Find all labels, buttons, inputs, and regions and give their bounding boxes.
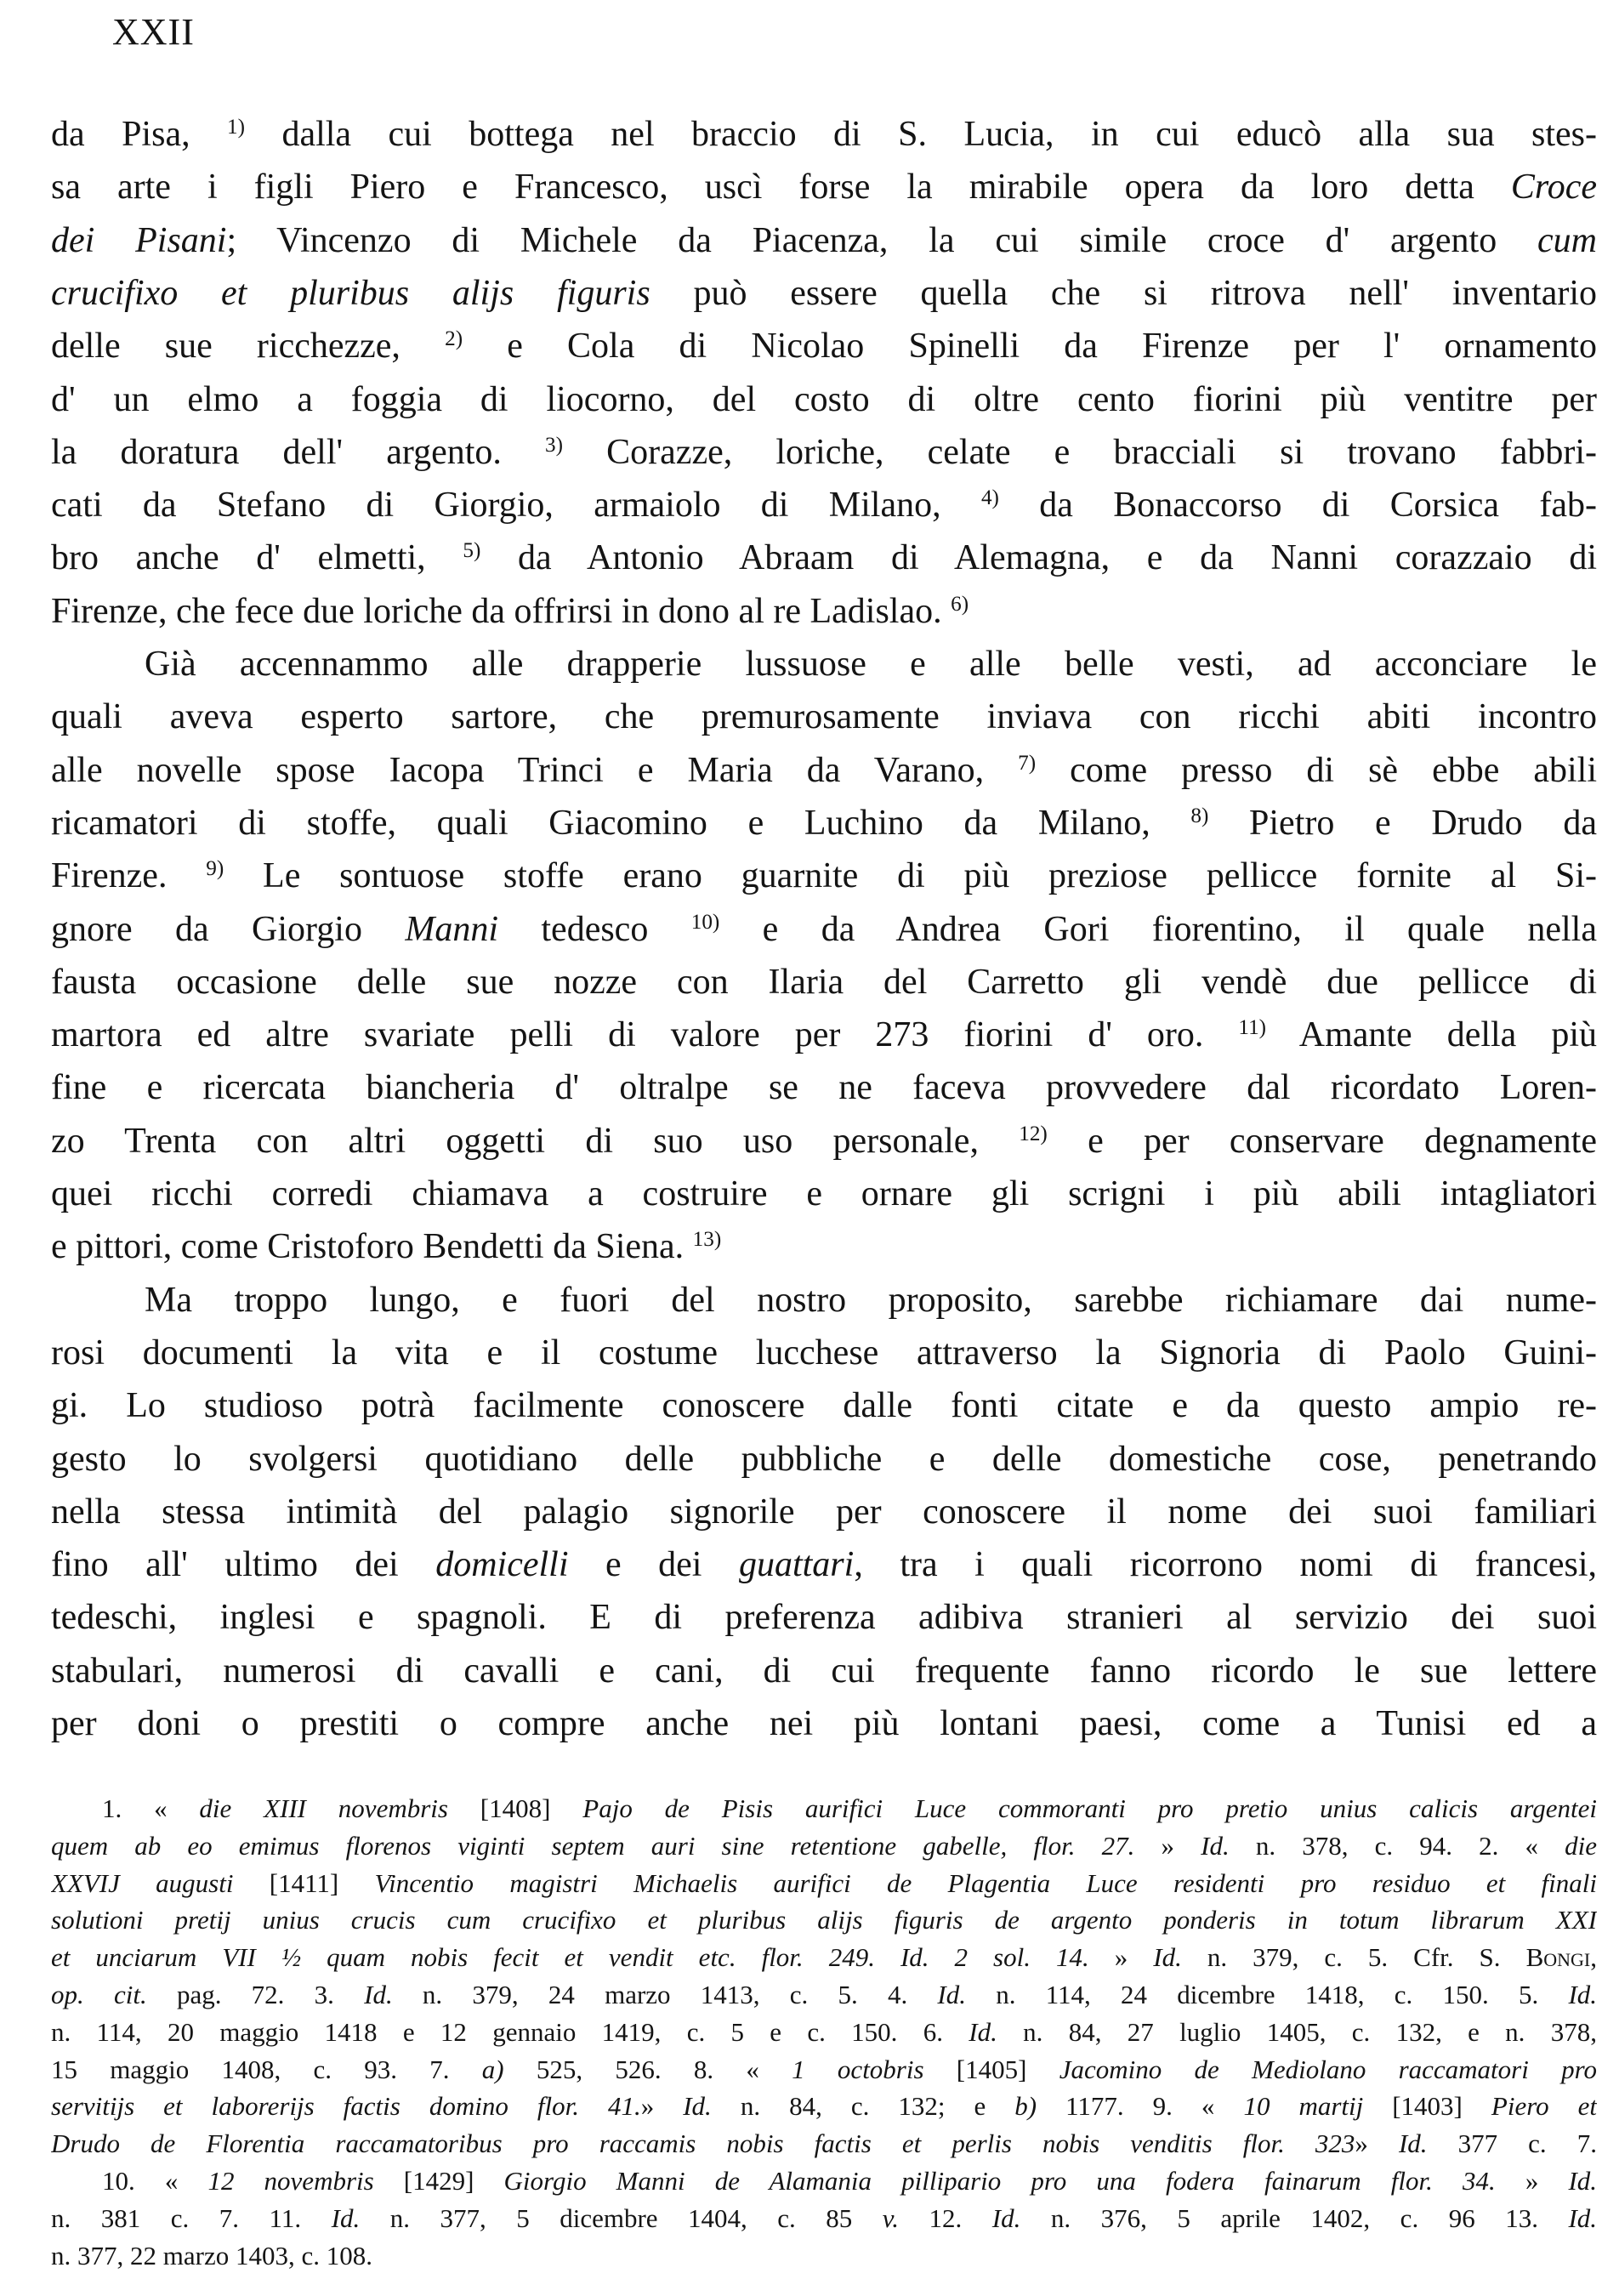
italic-run: dei Pisani (51, 220, 227, 260)
text-run: 377 c. 7. (1427, 2128, 1597, 2159)
italic-run: servitijs et laborerijs factis domino flor. 41. (51, 2091, 641, 2122)
footnote-line (51, 1790, 1597, 1827)
text-run: Pietro e Drudo da (1208, 803, 1597, 843)
footnote-ref: 13) (692, 1228, 722, 1252)
text-line (51, 1539, 1597, 1590)
text-line (51, 586, 1597, 637)
italic-run: Manni (405, 909, 498, 949)
text-run: fine e ricercata biancheria d' oltralpe se ne faceva provvedere dal ricordato Loren- (51, 1068, 1597, 1108)
text-run: fino all' ultimo dei (51, 1545, 436, 1585)
footnote-line (51, 1939, 1597, 1976)
text-run: [1411] (233, 1867, 375, 1898)
text-run: e pittori, come Cristoforo Bendetti da Siena. (51, 1227, 693, 1267)
italic-run: v. (882, 2202, 900, 2233)
italic-run: b) (1014, 2091, 1037, 2122)
italic-run: 1 octobris (792, 2054, 924, 2084)
footnote-line (51, 2237, 1597, 2275)
text-run: gesto lo svolgersi quotidiano delle pubbliche e delle domestiche cose, penetrando (51, 1439, 1597, 1479)
text-run: e da Andrea Gori fiorentino, il quale nella (719, 909, 1597, 949)
text-run: n. 381 c. 7. 11. (51, 2202, 332, 2233)
text-run: » (1355, 2128, 1399, 2159)
text-run: delle sue ricchezze, (51, 327, 446, 367)
text-run: può essere quella che si ritrova nell' inventario (650, 273, 1597, 313)
italic-run: Id. (1568, 1980, 1597, 2009)
footnote-line (51, 2125, 1597, 2162)
italic-run: die XIII novembris (199, 1793, 448, 1823)
text-line (51, 957, 1597, 1008)
footnote-ref: 5) (463, 539, 481, 563)
text-run: rosi documenti la vita e il costume lucchese attraverso la Signoria di Paolo Guini- (51, 1333, 1597, 1372)
text-run: 15 maggio 1408, c. 93. 7. (51, 2054, 482, 2084)
text-run: da Bonaccorso di Corsica fab- (998, 486, 1597, 526)
footnote-ref: 3) (545, 433, 564, 457)
text-run: Ma troppo lungo, e fuori del nostro proposito, sarebbe richiamare dai nume- (145, 1280, 1597, 1320)
text-line (51, 798, 1597, 849)
italic-run: Id. (1568, 2202, 1597, 2233)
italic-run: Id. (1201, 1830, 1230, 1861)
text-run: pag. 72. 3. (146, 1980, 365, 2009)
italic-run: Drudo de Florentia raccamatoribus pro raccamis nobis factis et perlis nobis venditis flor. 323 (51, 2128, 1355, 2159)
footnote-ref: 11) (1238, 1016, 1267, 1040)
italic-run: die (1565, 1830, 1597, 1861)
text-run: 12. (899, 2202, 992, 2233)
text-run: n. 379, c. 5. Cfr. S. (1181, 1942, 1526, 1973)
footnote-ref: 2) (445, 327, 463, 351)
text-run: da Antonio Abraam di Alemagna, e da Nanni corazzaio di (480, 538, 1597, 578)
footnote-line (51, 2162, 1597, 2200)
italic-run: Id. (937, 1980, 966, 2009)
text-run: e Cola di Nicolao Spinelli da Firenze per l' ornamento (463, 327, 1597, 367)
text-run: 10. « (102, 2166, 208, 2196)
text-run: zo Trenta con altri oggetti di suo uso personale, (51, 1121, 1020, 1161)
text-run: e dei (568, 1545, 739, 1585)
page-number: XXII (112, 11, 195, 53)
text-run: 1177. 9. « (1037, 2091, 1244, 2122)
italic-run: cum (1537, 220, 1597, 260)
text-line (51, 268, 1597, 319)
text-run: , tra i quali ricorrono nomi di francesi, (854, 1545, 1597, 1585)
text-run: quei ricchi corredi chiamava a costruire e ornare gli scrigni i più abili intagliatori (51, 1174, 1597, 1213)
text-line (51, 215, 1597, 266)
text-line (51, 1380, 1597, 1431)
text-run: tedeschi, inglesi e spagnoli. E di preferenza adibiva stranieri al servizio dei suoi (51, 1598, 1597, 1638)
text-run: per doni o prestiti o compre anche nei più lontani paesi, come a Tunisi ed a (51, 1704, 1597, 1743)
italic-run: Pajo de Pisis aurifici Luce commoranti pro pretio unius calicis argentei (582, 1793, 1597, 1823)
footnote-ref: 4) (980, 486, 999, 510)
footnote-line (51, 2088, 1597, 2125)
footnote-line (51, 2200, 1597, 2237)
text-run: Corazze, loriche, celate e bracciali si trovano fabbri- (563, 432, 1597, 472)
italic-run: Id. (969, 2016, 997, 2047)
text-run: stabulari, numerosi di cavalli e cani, di cui frequente fanno ricordo le sue lettere (51, 1651, 1597, 1691)
text-run: la doratura dell' argento. (51, 432, 546, 472)
italic-run: crucifixo et pluribus alijs figuris (51, 273, 650, 313)
italic-run: 12 novembris (207, 2166, 374, 2196)
footnote-ref: 12) (1019, 1122, 1048, 1145)
text-line (51, 850, 1597, 901)
text-run: Amante della più (1266, 1015, 1597, 1055)
text-line (51, 1168, 1597, 1219)
text-line (51, 1434, 1597, 1485)
text-line (51, 691, 1597, 742)
text-run: Già accennammo alle drapperie lussuose e alle belle vesti, ad acconciare le (145, 645, 1597, 684)
italic-run: XXVIJ augusti (51, 1867, 234, 1898)
text-line (51, 480, 1597, 531)
italic-run: Giorgio Manni de Alamania pillipario pro una fodera fainarum flor. 34. (503, 2166, 1496, 2196)
text-run: » (1495, 2166, 1569, 2196)
italic-run: a) (481, 2054, 504, 2084)
text-run: » (1088, 1942, 1154, 1973)
italic-run: Id. (1153, 1942, 1182, 1973)
italic-run: et unciarum VII ½ quam nobis fecit et vendit etc. flor. 249. Id. 2 sol. 14. (51, 1942, 1089, 1973)
footnote-line (51, 1976, 1597, 2014)
text-run: fausta occasione delle sue nozze con Ilaria del Carretto gli vendè due pellicce di (51, 962, 1597, 1002)
text-run: da Pisa, (51, 115, 228, 154)
footnote-ref: 6) (951, 592, 969, 616)
italic-run: Id. (1568, 2166, 1597, 2196)
text-run: ricamatori di stoffe, quali Giacomino e Luchino da Milano, (51, 803, 1191, 843)
footnote-ref: 7) (1018, 751, 1037, 775)
italic-run: Vincentio magistri Michaelis aurifici de Plagentia Luce residenti pro residuo et finali (374, 1867, 1597, 1898)
text-run: n. 114, 24 dicembre 1418, c. 150. 5. (966, 1980, 1569, 2009)
italic-run: Id. (683, 2091, 712, 2122)
text-run: dalla cui bottega nel braccio di S. Lucia, in cui educò alla sua stes- (245, 115, 1597, 154)
italic-run: domicelli (435, 1545, 569, 1585)
italic-run: Id. (1398, 2128, 1428, 2159)
text-line (51, 745, 1597, 796)
text-run: [1403] (1363, 2091, 1491, 2122)
text-run: gi. Lo studioso potrà facilmente conoscere dalle fonti citate e da questo ampio re- (51, 1386, 1597, 1426)
text-run: nella stessa intimità del palagio signorile per conoscere il nome dei suoi familiari (51, 1492, 1597, 1532)
text-line (51, 109, 1597, 160)
text-run: 1. « (102, 1793, 200, 1823)
italic-run: Id. (991, 2202, 1021, 2233)
italic-run: Croce (1510, 168, 1597, 207)
footnote-line (51, 1865, 1597, 1902)
text-line (51, 1221, 1597, 1272)
text-run: » (640, 2091, 684, 2122)
italic-run: Jacomino de Mediolano raccamatori pro (1059, 2054, 1597, 2084)
text-line (51, 374, 1597, 425)
footnote-ref: 8) (1190, 804, 1209, 828)
footnote-line (51, 1827, 1597, 1865)
text-run: n. 376, 5 aprile 1402, c. 96 13. (1020, 2202, 1569, 2233)
italic-run: 10 martij (1243, 2091, 1364, 2122)
text-run: n. 84, 27 luglio 1405, c. 132, e n. 378, (997, 2016, 1597, 2047)
text-line (51, 532, 1597, 583)
text-run: n. 377, 5 dicembre 1404, c. 85 (360, 2202, 883, 2233)
text-run: » (1134, 1830, 1201, 1861)
text-run: e per conservare degnamente (1047, 1121, 1597, 1161)
text-line (51, 427, 1597, 478)
italic-run: guattari (738, 1545, 855, 1585)
italic-run: quem ab eo emimus florenos viginti septem auri sine retentione gabelle, flor. 27. (51, 1830, 1135, 1861)
text-line (51, 1275, 1597, 1326)
text-run: n. 379, 24 marzo 1413, c. 5. 4. (392, 1980, 938, 2009)
text-run: tedesco (498, 909, 691, 949)
italic-run: op. cit. (51, 1980, 147, 2009)
text-run: bro anche d' elmetti, (51, 538, 463, 578)
text-line (51, 1009, 1597, 1060)
text-run: cati da Stefano di Giorgio, armaiolo di Milano, (51, 486, 981, 526)
italic-run: solutioni pretij unius crucis cum crucifixo et pluribus alijs figuris de argento ponderis in totum librarum XXI (51, 1905, 1597, 1935)
text-line (51, 1486, 1597, 1537)
small-caps-run: Bongi, (1525, 1942, 1597, 1973)
text-line (51, 904, 1597, 955)
text-run: martora ed altre svariate pelli di valore per 273 fiorini d' oro. (51, 1015, 1239, 1055)
text-line (51, 1592, 1597, 1643)
text-run: gnore da Giorgio (51, 909, 406, 949)
text-run: [1429] (373, 2166, 504, 2196)
text-run: alle novelle spose Iacopa Trinci e Maria da Varano, (51, 750, 1019, 790)
text-run: Firenze, che fece due loriche da offrirsi in dono al re Ladislao. (51, 591, 952, 631)
text-line (51, 1698, 1597, 1749)
text-run: sa arte i figli Piero e Francesco, uscì forse la mirabile opera da loro detta (51, 168, 1511, 207)
footnote-ref: 1) (227, 116, 246, 139)
text-run: ; Vincenzo di Michele da Piacenza, la cui simile croce d' argento (226, 220, 1537, 260)
text-run: quali aveva esperto sartore, che premurosamente inviava con ricchi abiti incontro (51, 697, 1597, 737)
text-run: n. 84, c. 132; e (711, 2091, 1015, 2122)
footnote-ref: 9) (206, 857, 224, 881)
italic-run: Id. (364, 1980, 393, 2009)
text-line (51, 321, 1597, 372)
text-run: Le sontuose stoffe erano guarnite di più preziose pellicce fornite al Si- (224, 856, 1597, 896)
text-run: [1405] (923, 2054, 1059, 2084)
text-line (51, 1062, 1597, 1113)
text-line (51, 1645, 1597, 1696)
text-run: d' un elmo a foggia di liocorno, del costo di oltre cento fiorini più ventitre per (51, 379, 1597, 419)
footnote-line (51, 2014, 1597, 2051)
text-line (51, 162, 1597, 213)
text-run: n. 114, 20 maggio 1418 e 12 gennaio 1419, c. 5 e c. 150. 6. (51, 2016, 969, 2047)
footnote-line (51, 1901, 1597, 1939)
text-run: Firenze. (51, 856, 207, 896)
text-line (51, 639, 1597, 690)
italic-run: Id. (331, 2202, 361, 2233)
italic-run: Piero et (1491, 2091, 1597, 2122)
text-line (51, 1116, 1597, 1167)
text-line (51, 1327, 1597, 1378)
text-run: [1408] (447, 1793, 583, 1823)
footnote-line (51, 2051, 1597, 2089)
text-run: n. 378, c. 94. 2. « (1229, 1830, 1565, 1861)
text-run: n. 377, 22 marzo 1403, c. 108. (51, 2240, 372, 2270)
footnote-ref: 10) (690, 910, 720, 934)
text-run: 525, 526. 8. « (503, 2054, 792, 2084)
text-run: come presso di sè ebbe abili (1036, 750, 1597, 790)
